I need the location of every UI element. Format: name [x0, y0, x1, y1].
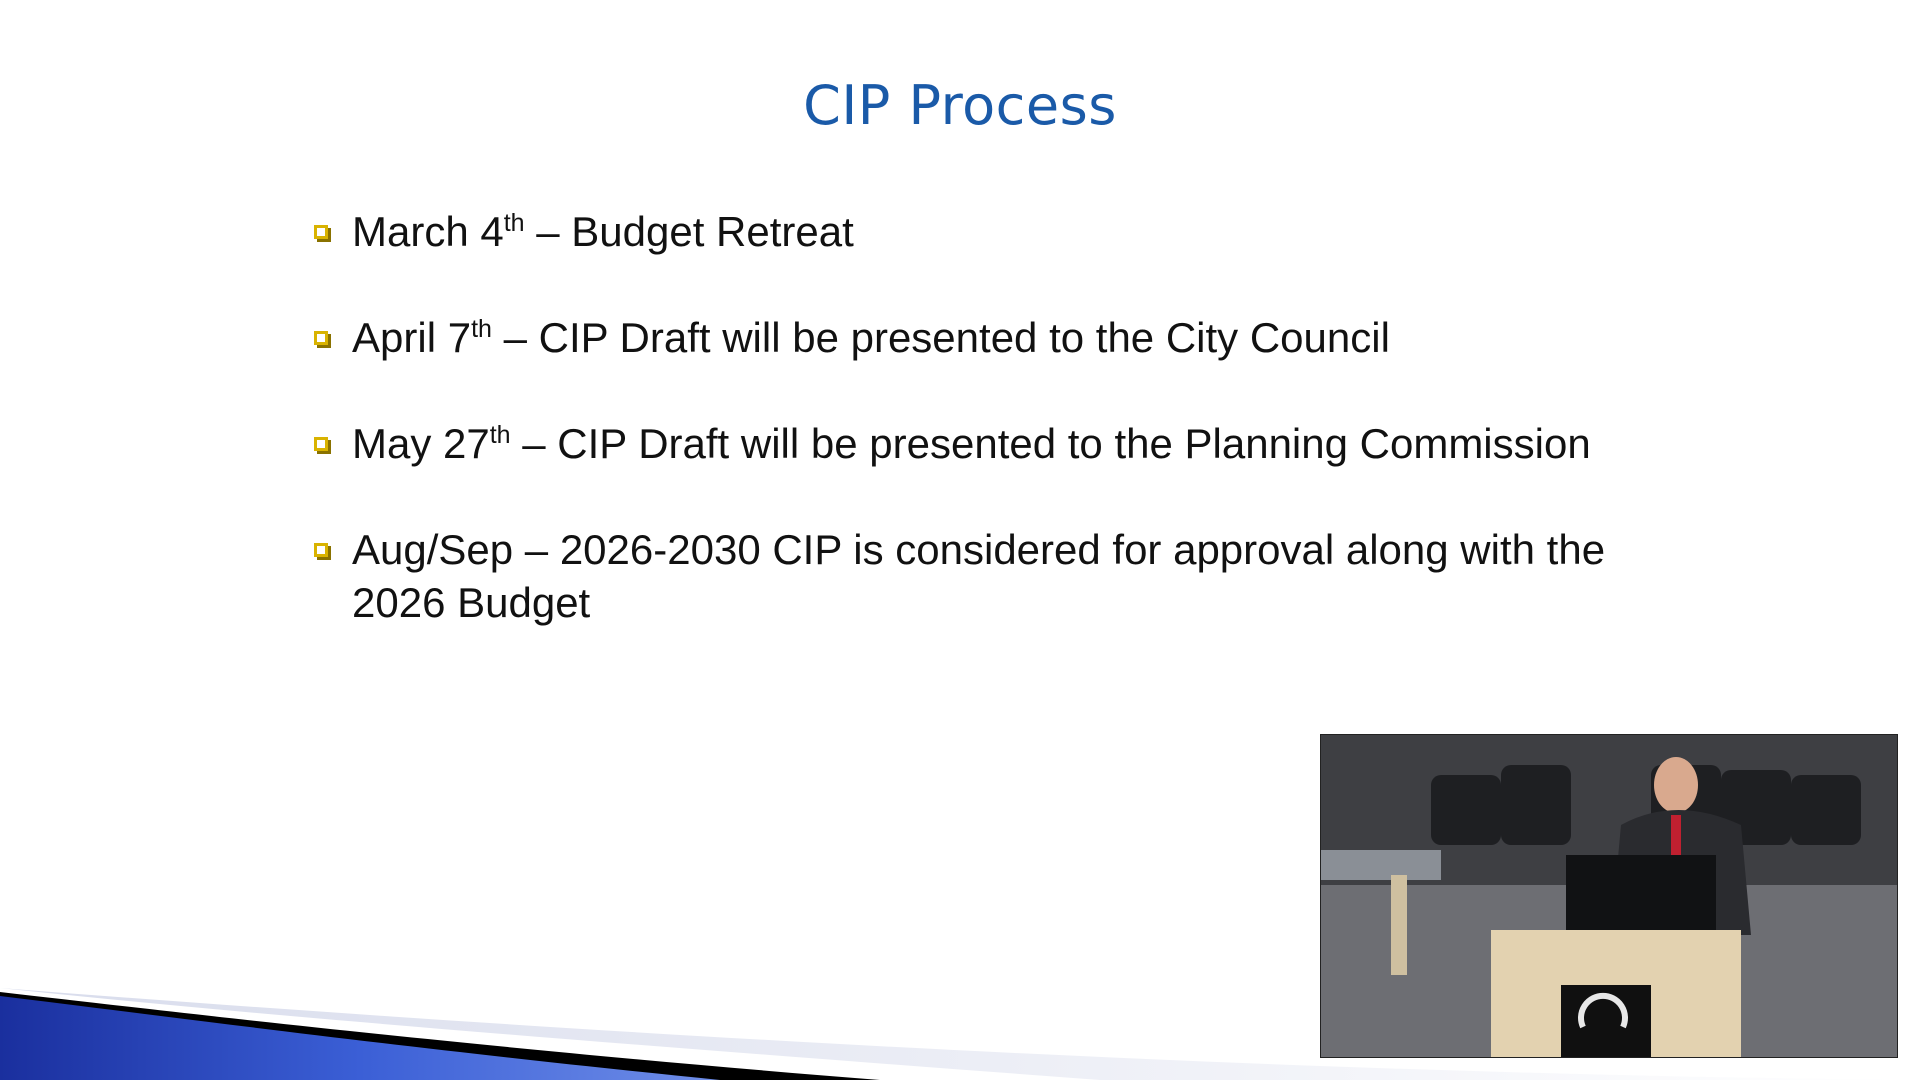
bullet-text-main: March 4 — [352, 208, 504, 255]
speaker-video-frame — [1321, 735, 1897, 1057]
square-bullet-icon — [314, 437, 328, 451]
bullet-text-sup: th — [489, 421, 511, 449]
camera-feed-icon — [1320, 734, 1898, 1058]
square-bullet-icon — [314, 225, 328, 239]
bullet-text-sup: th — [471, 315, 492, 343]
bullet-item — [312, 417, 1652, 470]
slide-title: CIP Process — [803, 74, 1117, 137]
bullet-list — [312, 205, 1652, 682]
square-bullet-icon — [314, 543, 328, 557]
bullet-text-main: Aug/Sep – 2026-2030 CIP is considered for approval along with the 2026 Budget — [352, 526, 1606, 626]
bullet-text-rest: – CIP Draft will be presented to the City Council — [491, 314, 1390, 361]
bullet-text-main: May 27 — [352, 420, 490, 467]
bullet-item — [312, 311, 1652, 364]
bullet-text-rest: – Budget Retreat — [524, 208, 854, 255]
bullet-item — [312, 205, 1652, 258]
bullet-item — [312, 523, 1652, 629]
bullet-text-rest: – CIP Draft will be presented to the Planning Commission — [510, 420, 1591, 467]
bullet-text-sup: th — [503, 209, 525, 237]
bullet-text-main: April 7 — [352, 314, 472, 361]
square-bullet-icon — [314, 331, 328, 345]
